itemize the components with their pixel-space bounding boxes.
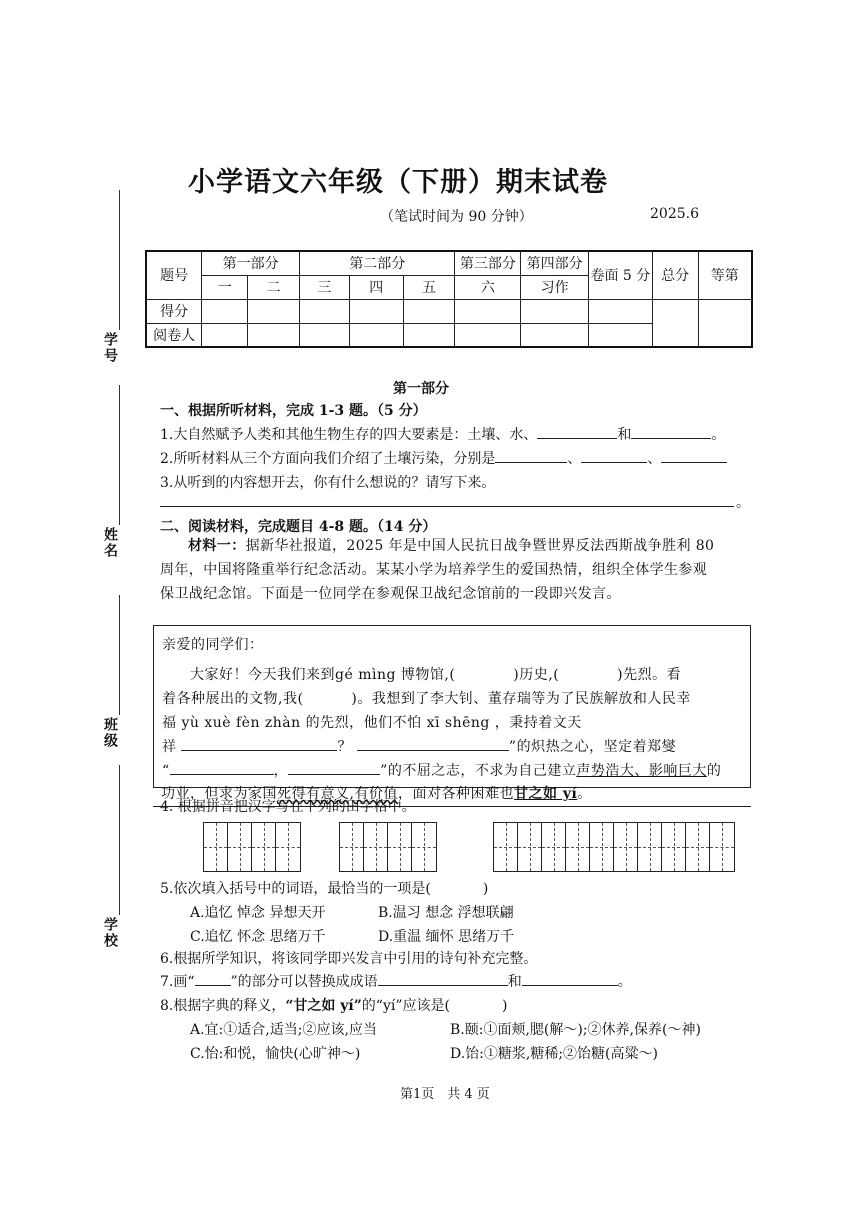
question-2: 2.所听材料从三个方面向我们介绍了土壤污染，分别是 、 、 bbox=[160, 448, 727, 468]
score-table bbox=[145, 250, 753, 348]
part3-header: 第三部分 bbox=[455, 251, 521, 275]
margin-line bbox=[119, 595, 120, 715]
juanmian-header: 卷面 5 分 bbox=[588, 251, 652, 299]
grader-cell[interactable] bbox=[403, 323, 455, 347]
speech-line-3: 福 yù xuè fèn zhàn 的先烈，他们不怕 xī shēng ，秉持着文天 bbox=[162, 715, 582, 731]
question-6: 6.根据所学知识，将该同学即兴发言中引用的诗句补充完整。 bbox=[160, 951, 538, 967]
school-label: 学校 bbox=[102, 917, 118, 949]
answer-blank[interactable] bbox=[495, 449, 567, 463]
poem-blank[interactable] bbox=[357, 737, 509, 751]
grader-cell[interactable] bbox=[521, 323, 589, 347]
option-5a[interactable]: A.追忆 悼念 异想天开 bbox=[190, 905, 326, 921]
answer-blank[interactable] bbox=[581, 449, 647, 463]
grader-cell[interactable] bbox=[202, 323, 248, 347]
question-3: 3.从听到的内容想开去，你有什么想说的？请写下来。 bbox=[160, 475, 496, 491]
speech-box bbox=[153, 625, 751, 788]
grader-cell[interactable] bbox=[349, 323, 403, 347]
speech-greeting: 亲爱的同学们： bbox=[162, 637, 264, 653]
zongfen-header: 总分 bbox=[652, 251, 698, 299]
question-8: 8.根据字典的释义，“甘之如 yí”的“yí”应该是( ) bbox=[160, 998, 508, 1014]
answer-blank[interactable] bbox=[661, 449, 727, 463]
part1-header: 第一部分 bbox=[202, 251, 300, 275]
exam-title: 小学语文六年级（下册）期末试卷 bbox=[188, 167, 608, 198]
name-label: 姓名 bbox=[102, 527, 118, 559]
score-cell[interactable] bbox=[588, 299, 652, 323]
part-one-heading: 第一部分 bbox=[393, 381, 449, 397]
margin-line bbox=[119, 190, 120, 330]
speech-line-5: “ ， ”的不屈之志，不求为自己建立声势浩大、影响巨大的 bbox=[162, 763, 722, 779]
score-cell[interactable] bbox=[300, 299, 350, 323]
score-cell[interactable] bbox=[202, 299, 248, 323]
tianzige-group-3[interactable] bbox=[493, 822, 735, 872]
score-cell[interactable] bbox=[521, 299, 589, 323]
section1-title: 一、根据所听材料，完成 1-3 题。（5 分） bbox=[160, 403, 427, 419]
option-5b[interactable]: B.温习 想念 浮想联翩 bbox=[378, 905, 514, 921]
exam-date: 2025.6 bbox=[650, 206, 699, 222]
option-8b[interactable]: B.颐:①面颊,腮(解～);②休养,保养(～神) bbox=[450, 1022, 701, 1038]
option-5c[interactable]: C.追忆 怀念 思绪万千 bbox=[190, 929, 326, 945]
speech-line-1: 大家好！今天我们来到gé mìng 博物馆,( )历史,( )先烈。看 bbox=[190, 667, 682, 683]
tihao-cell: 题号 bbox=[146, 251, 202, 299]
class-label: 班级 bbox=[102, 717, 118, 749]
margin-line bbox=[119, 765, 120, 915]
q1-col: 一 bbox=[202, 275, 248, 299]
speech-line-6: 功业，但求为家国死得有意义,有价值，面对各种困难也甘之如 yí。 bbox=[161, 786, 592, 802]
speech-line-4: 祥 ？ ”的炽热之心，坚定着郑燮 bbox=[162, 739, 677, 755]
part2-header: 第二部分 bbox=[300, 251, 455, 275]
score-cell[interactable] bbox=[403, 299, 455, 323]
grader-cell[interactable] bbox=[300, 323, 350, 347]
speech-line-2: 着各种展出的文物,我( )。我想到了李大钊、董存瑞等为了民族解放和人民幸 bbox=[162, 691, 691, 707]
answer-line[interactable] bbox=[160, 506, 734, 507]
poem-blank[interactable] bbox=[181, 737, 337, 751]
underlined-phrase: 声势浩大、影响巨大 bbox=[576, 763, 707, 779]
tianzige-group-2[interactable] bbox=[339, 822, 437, 872]
option-8d[interactable]: D.饴:①糖浆,糖稀;②饴糖(高粱～) bbox=[450, 1046, 658, 1062]
exam-duration: （笔试时间为 90 分钟） bbox=[380, 209, 533, 225]
poem-blank[interactable] bbox=[288, 761, 380, 775]
dengdi-header: 等第 bbox=[698, 251, 752, 299]
question-7: 7.画“ ”的部分可以替换成成语 和 。 bbox=[160, 974, 632, 990]
material-one: 材料一：据新华社报道，2025 年是中国人民抗日战争暨世界反法西斯战争胜利 80 周年，中国将隆重举行纪念活动。某某小学为培养学生的爱国热情，组织全体学生参观 保卫战纪念馆。下面是一位同学在参观保卫战纪念馆前的一段即兴发言。 bbox=[160, 538, 715, 602]
defen-row-label: 得分 bbox=[146, 299, 202, 323]
student-id-label: 学号 bbox=[102, 332, 118, 364]
option-5d[interactable]: D.重温 缅怀 思绪万千 bbox=[378, 929, 515, 945]
question-4: 4. 根据拼音把汉字写在下列的田字格中。 bbox=[160, 799, 416, 815]
score-cell[interactable] bbox=[349, 299, 403, 323]
wavy-phrase: 死得有意义,有价值 bbox=[277, 786, 398, 802]
xizuo-col: 习作 bbox=[521, 275, 589, 299]
bold-phrase: 甘之如 yí bbox=[513, 786, 578, 802]
grade-cell[interactable] bbox=[698, 299, 752, 347]
total-score-cell[interactable] bbox=[652, 299, 698, 347]
answer-blank[interactable] bbox=[522, 972, 618, 986]
marker-sample bbox=[195, 972, 231, 986]
section2-title: 二、阅读材料，完成题目 4-8 题。（14 分） bbox=[160, 519, 437, 535]
poem-blank[interactable] bbox=[170, 761, 274, 775]
page-footer: 第1页 共 4 页 bbox=[400, 1087, 490, 1102]
option-8a[interactable]: A.宜:①适合,适当;②应该,应当 bbox=[190, 1022, 377, 1038]
answer-blank[interactable] bbox=[537, 425, 617, 439]
question-1: 1.大自然赋予人类和其他生物生存的四大要素是：土壤、水、 和 。 bbox=[160, 427, 726, 443]
score-cell[interactable] bbox=[248, 299, 300, 323]
q3-col: 三 bbox=[300, 275, 350, 299]
q5-col: 五 bbox=[403, 275, 455, 299]
grader-cell[interactable] bbox=[588, 323, 652, 347]
q6-col: 六 bbox=[455, 275, 521, 299]
grader-cell[interactable] bbox=[248, 323, 300, 347]
answer-blank[interactable] bbox=[378, 972, 508, 986]
material-label: 材料一： bbox=[188, 538, 246, 554]
option-8c[interactable]: C.怡:和悦，愉快(心旷神～) bbox=[190, 1046, 361, 1062]
answer-blank[interactable] bbox=[631, 425, 711, 439]
part4-header: 第四部分 bbox=[521, 251, 589, 275]
tianzige-group-1[interactable] bbox=[203, 822, 301, 872]
question-5: 5.依次填入括号中的词语，最恰当的一项是( ) bbox=[160, 881, 489, 897]
q2-col: 二 bbox=[248, 275, 300, 299]
yuejuanren-row-label: 阅卷人 bbox=[146, 323, 202, 347]
grader-cell[interactable] bbox=[455, 323, 521, 347]
score-cell[interactable] bbox=[455, 299, 521, 323]
margin-line bbox=[119, 385, 120, 525]
line-end-mark: 。 bbox=[736, 495, 750, 511]
q4-col: 四 bbox=[349, 275, 403, 299]
